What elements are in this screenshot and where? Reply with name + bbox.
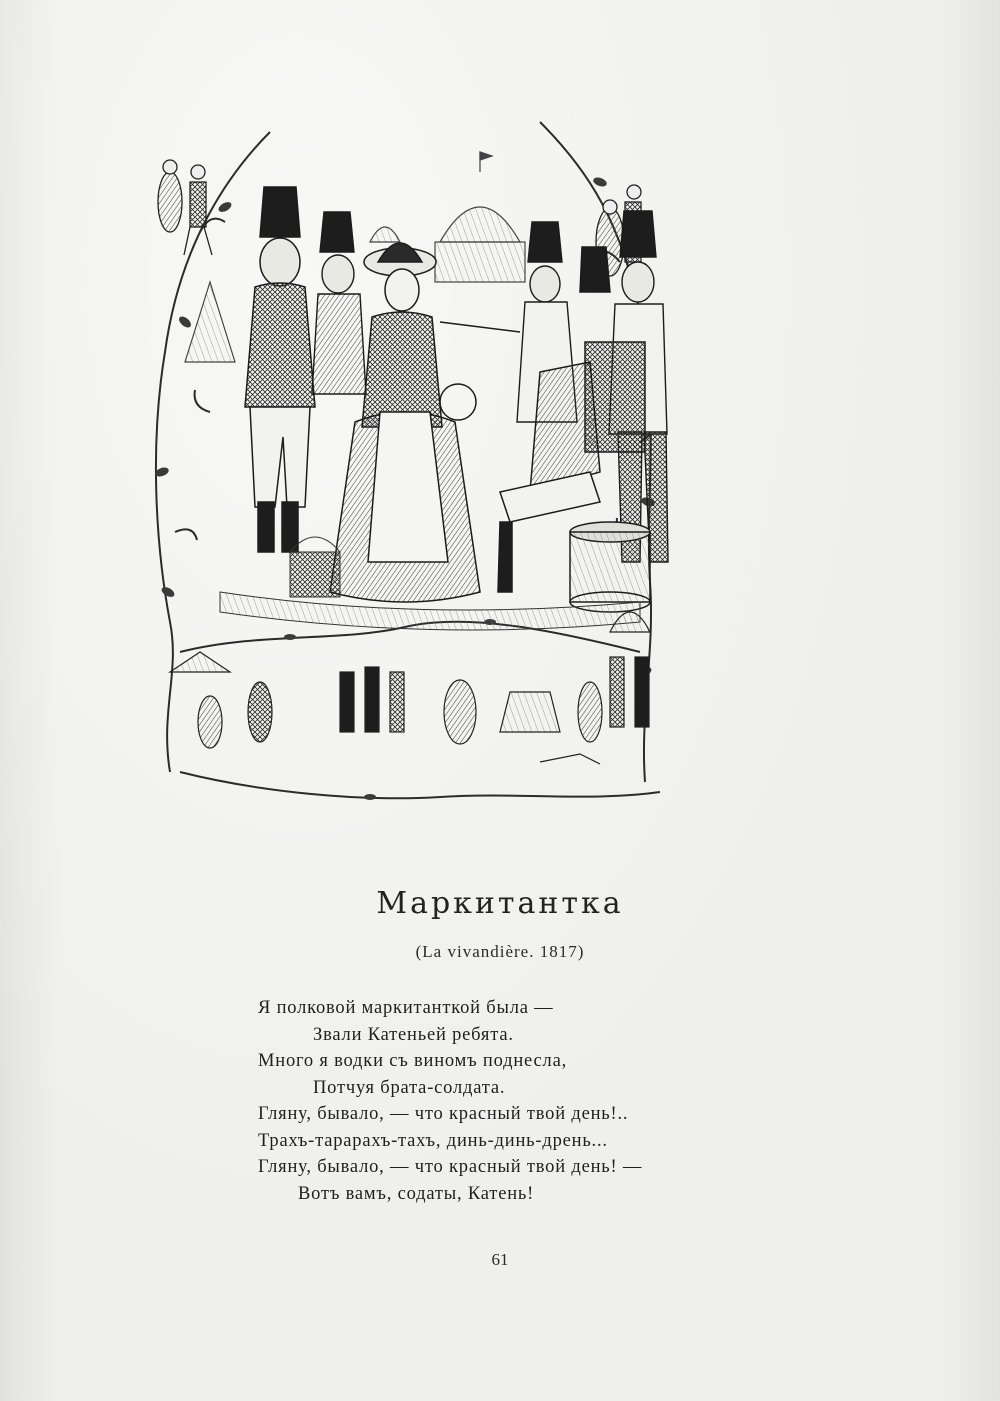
poem-line: Гляну, бывало, — что красный твой день!.. xyxy=(258,1104,629,1124)
poem-line: Я полковой маркитанткой была — xyxy=(258,998,554,1018)
poem-subtitle: (La vivandière. 1817) xyxy=(415,942,585,961)
poem-line: Гляну, бывало, — что красный твой день! — xyxy=(258,1157,643,1177)
page-number: 61 xyxy=(491,1250,509,1269)
soldier-left xyxy=(245,187,315,552)
soldier-second xyxy=(312,212,366,394)
poem-stanza xyxy=(258,995,778,1207)
corner-vignette-left xyxy=(158,160,212,255)
poem-line: Звали Катеньей ребята. xyxy=(313,1024,514,1045)
poem-title: Маркитантка xyxy=(376,886,624,921)
poem-line: Много я водки съ виномъ поднесла, xyxy=(258,1051,568,1071)
poem-line: Потчуя брата-солдата. xyxy=(313,1077,506,1098)
poem-line: Вотъ вамъ, содаты, Катень! xyxy=(298,1183,535,1204)
seated-soldier xyxy=(498,247,650,612)
poem-line: Трахъ-тарарахъ-тахъ, динь-динь-дрень... xyxy=(258,1130,608,1151)
engraving-illustration xyxy=(140,112,670,812)
bottom-vignettes xyxy=(170,612,650,764)
